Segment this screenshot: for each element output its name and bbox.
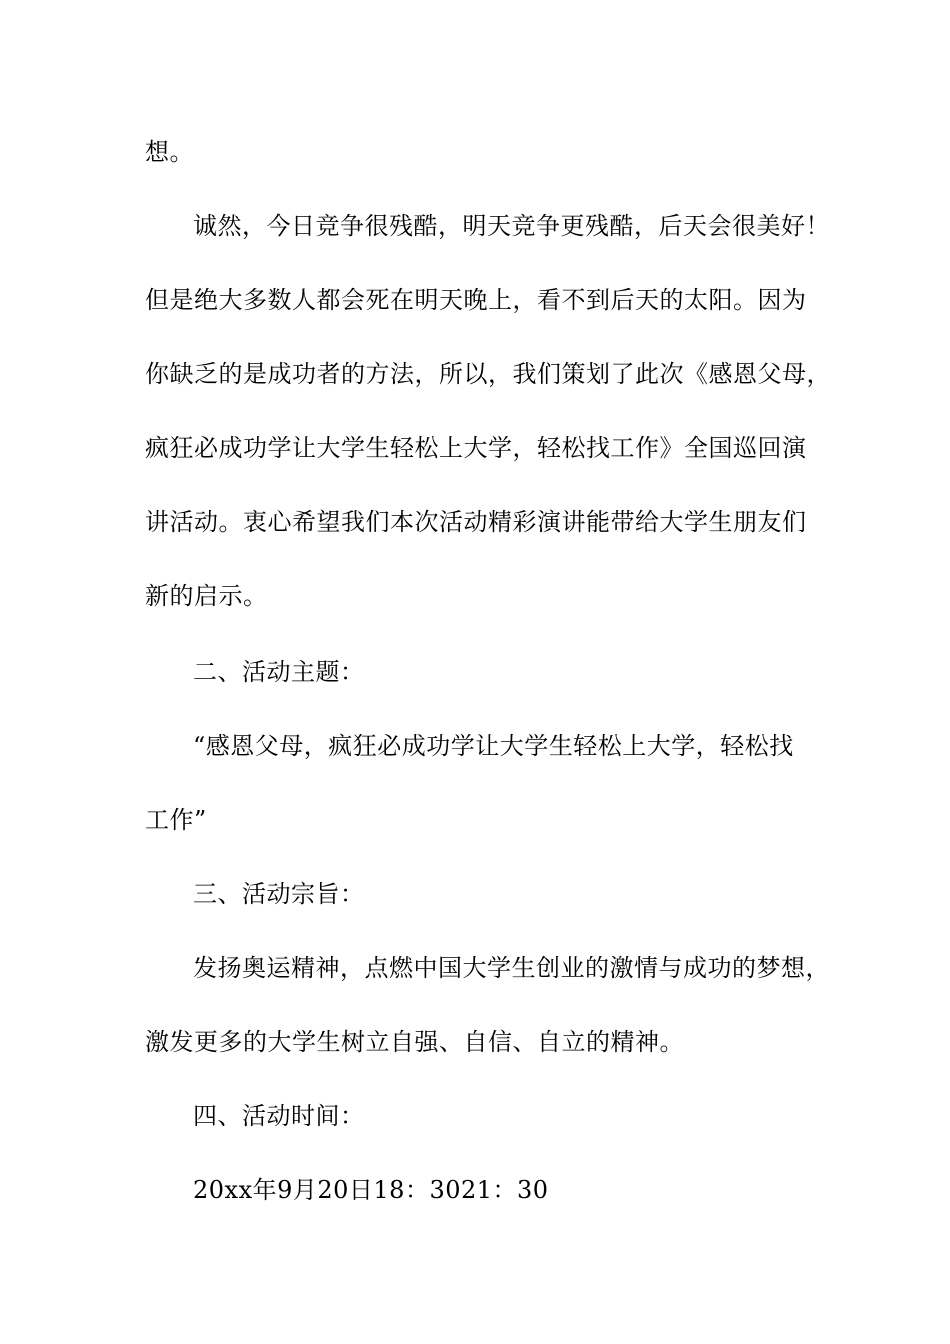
- text-line-10: 工作”: [145, 806, 207, 834]
- section-heading-theme: 二、活动主题：: [193, 658, 365, 686]
- text-line-2: 诚然，今日竞争很残酷，明天竞争更残酷，后天会很美好！: [193, 212, 830, 240]
- section-heading-time: 四、活动时间：: [193, 1102, 365, 1130]
- text-line-4: 你缺乏的是成功者的方法，所以，我们策划了此次《感恩父母，: [145, 360, 831, 388]
- text-line-12: 发扬奥运精神，点燃中国大学生创业的激情与成功的梦想，: [193, 954, 830, 982]
- text-line-5: 疯狂必成功学让大学生轻松上大学，轻松找工作》全国巡回演: [145, 434, 807, 462]
- text-line-3: 但是绝大多数人都会死在明天晚上，看不到后天的太阳。因为: [145, 286, 807, 314]
- text-line-1: 想。: [145, 138, 194, 166]
- section-heading-purpose: 三、活动宗旨：: [193, 880, 365, 908]
- text-line-13: 激发更多的大学生树立自强、自信、自立的精神。: [145, 1028, 684, 1056]
- text-line-6: 讲活动。衷心希望我们本次活动精彩演讲能带给大学生朋友们: [145, 508, 807, 536]
- text-line-9: “感恩父母，疯狂必成功学让大学生轻松上大学，轻松找: [193, 732, 794, 760]
- text-line-7: 新的启示。: [145, 582, 268, 610]
- text-line-15: 20xx年9月20日18：3021：30: [193, 1176, 549, 1204]
